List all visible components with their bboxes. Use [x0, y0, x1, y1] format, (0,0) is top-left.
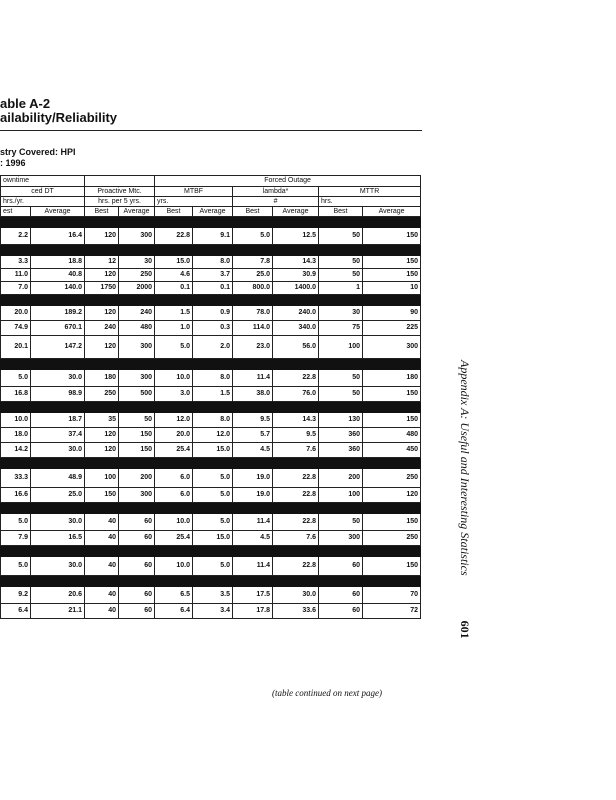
section-separator-row	[1, 402, 421, 413]
table-cell: 30	[119, 256, 155, 269]
separator-cell	[1, 546, 421, 557]
table-cell: 150	[363, 256, 421, 269]
column-label: Best	[319, 207, 363, 217]
table-cell: 9.2	[1, 587, 31, 604]
separator-cell	[1, 458, 421, 469]
table-cell: 12.0	[193, 428, 233, 443]
table-cell: 120	[85, 228, 119, 245]
column-label: Average	[119, 207, 155, 217]
table-cell: 5.0	[193, 469, 233, 488]
section-separator-row	[1, 546, 421, 557]
availability-table	[0, 175, 421, 619]
unit-mttr: hrs.	[319, 197, 421, 207]
table-cell: 180	[85, 370, 119, 387]
table-cell: 300	[319, 531, 363, 546]
table-cell: 100	[85, 469, 119, 488]
table-cell: 38.0	[233, 387, 273, 402]
table-cell: 33.6	[273, 604, 319, 619]
table-cell: 250	[85, 387, 119, 402]
table-cell: 300	[119, 336, 155, 359]
separator-cell	[1, 217, 421, 228]
continued-note: (table continued on next page)	[272, 688, 382, 698]
table-row	[1, 557, 421, 576]
table-cell: 60	[319, 604, 363, 619]
table-cell: 300	[119, 228, 155, 245]
table-cell: 12.5	[273, 228, 319, 245]
table-cell: 9.5	[233, 413, 273, 428]
table-cell: 40	[85, 587, 119, 604]
table-cell: 3.7	[193, 269, 233, 282]
table-cell: 5.0	[193, 488, 233, 503]
table-cell: 3.0	[155, 387, 193, 402]
table-cell: 30.0	[31, 557, 85, 576]
table-cell: 22.8	[273, 557, 319, 576]
table-cell: 60	[119, 604, 155, 619]
table-cell: 1.0	[155, 321, 193, 336]
table-cell: 60	[119, 531, 155, 546]
table-cell: 150	[363, 387, 421, 402]
table-cell: 200	[319, 469, 363, 488]
table-cell: 14.3	[273, 413, 319, 428]
table-row	[1, 282, 421, 295]
table-cell: 0.1	[193, 282, 233, 295]
title-rule	[0, 130, 422, 131]
unit-mtbf: yrs.	[155, 197, 233, 207]
table-cell: 9.1	[193, 228, 233, 245]
table-cell: 240	[85, 321, 119, 336]
table-cell: 114.0	[233, 321, 273, 336]
section-separator-row	[1, 295, 421, 306]
table-cell: 18.8	[31, 256, 85, 269]
table-cell: 16.5	[31, 531, 85, 546]
table-cell: 240	[119, 306, 155, 321]
table-cell: 70	[363, 587, 421, 604]
table-cell: 8.0	[193, 413, 233, 428]
group-header-forced-outage: Forced Outage	[155, 176, 421, 187]
table-cell: 5.0	[1, 514, 31, 531]
table-cell: 37.4	[31, 428, 85, 443]
table-cell: 10.0	[1, 413, 31, 428]
table-cell: 12	[85, 256, 119, 269]
table-cell: 0.9	[193, 306, 233, 321]
table-cell: 1	[319, 282, 363, 295]
table-cell: 120	[363, 488, 421, 503]
table-cell: 670.1	[31, 321, 85, 336]
table-cell: 2000	[119, 282, 155, 295]
table-cell: 480	[363, 428, 421, 443]
table-cell: 5.0	[193, 557, 233, 576]
table-row	[1, 336, 421, 359]
table-cell: 22.8	[155, 228, 193, 245]
table-cell: 8.0	[193, 370, 233, 387]
table-cell: 72	[363, 604, 421, 619]
table-cell: 5.7	[233, 428, 273, 443]
table-cell: 30.0	[31, 514, 85, 531]
table-cell: 120	[85, 269, 119, 282]
table-cell: 6.0	[155, 469, 193, 488]
table-cell: 340.0	[273, 321, 319, 336]
table-cell: 360	[319, 443, 363, 458]
table-cell: 76.0	[273, 387, 319, 402]
table-cell: 90	[363, 306, 421, 321]
table-cell: 2.0	[193, 336, 233, 359]
table-cell: 15.0	[193, 531, 233, 546]
table-cell: 20.0	[1, 306, 31, 321]
table-cell: 10	[363, 282, 421, 295]
section-separator-row	[1, 245, 421, 256]
table-row	[1, 531, 421, 546]
table-cell: 150	[363, 557, 421, 576]
table-cell: 30.0	[273, 587, 319, 604]
section-separator-row	[1, 359, 421, 370]
table-title-line1: able A-2	[0, 96, 51, 111]
subheader-proactive: Proactive Mtc.	[85, 187, 155, 197]
table-cell: 25.0	[31, 488, 85, 503]
table-cell: 480	[119, 321, 155, 336]
table-cell: 22.8	[273, 488, 319, 503]
table-cell: 100	[319, 336, 363, 359]
table-cell: 78.0	[233, 306, 273, 321]
table-cell: 150	[363, 228, 421, 245]
table-cell: 1.5	[155, 306, 193, 321]
table-cell: 240.0	[273, 306, 319, 321]
table-row	[1, 604, 421, 619]
table-cell: 15.0	[193, 443, 233, 458]
table-title-line2: ailability/Reliability	[0, 110, 118, 125]
table-cell: 140.0	[31, 282, 85, 295]
table-cell: 33.3	[1, 469, 31, 488]
table-cell: 17.8	[233, 604, 273, 619]
table-cell: 12.0	[155, 413, 193, 428]
table-cell: 5.0	[1, 557, 31, 576]
table-cell: 40	[85, 531, 119, 546]
table-cell: 60	[319, 557, 363, 576]
table-cell: 1.5	[193, 387, 233, 402]
table-cell: 300	[119, 370, 155, 387]
table-cell: 360	[319, 428, 363, 443]
table-cell: 7.6	[273, 443, 319, 458]
table-cell: 300	[119, 488, 155, 503]
table-cell: 500	[119, 387, 155, 402]
table-cell: 6.0	[155, 488, 193, 503]
table-cell: 16.6	[1, 488, 31, 503]
table-cell: 5.0	[233, 228, 273, 245]
column-label: Average	[193, 207, 233, 217]
table-cell: 50	[319, 228, 363, 245]
industry-label: stry Covered: HPI	[0, 147, 76, 157]
section-separator-row	[1, 576, 421, 587]
table-cell: 7.0	[1, 282, 31, 295]
table-row	[1, 469, 421, 488]
table-cell: 50	[319, 256, 363, 269]
table-cell: 16.4	[31, 228, 85, 245]
table-cell: 147.2	[31, 336, 85, 359]
table-cell: 4.5	[233, 443, 273, 458]
table-row	[1, 387, 421, 402]
table-cell: 3.3	[1, 256, 31, 269]
table-cell: 10.0	[155, 370, 193, 387]
table-cell: 15.0	[155, 256, 193, 269]
table-cell: 8.0	[193, 256, 233, 269]
table-cell: 20.6	[31, 587, 85, 604]
table-cell: 120	[85, 306, 119, 321]
table-cell: 60	[319, 587, 363, 604]
table-cell: 4.5	[233, 531, 273, 546]
table-cell: 40	[85, 604, 119, 619]
subheader-mttr: MTTR	[319, 187, 421, 197]
separator-cell	[1, 503, 421, 514]
table-cell: 19.0	[233, 488, 273, 503]
unit-proactive: hrs. per 5 yrs.	[85, 197, 155, 207]
appendix-title: Appendix A: Useful and Interesting Statistics	[458, 360, 472, 576]
table-row	[1, 370, 421, 387]
table-cell: 21.1	[31, 604, 85, 619]
table-cell: 19.0	[233, 469, 273, 488]
table-cell: 25.4	[155, 531, 193, 546]
column-label: Best	[155, 207, 193, 217]
table-cell: 50	[319, 387, 363, 402]
table-cell: 4.6	[155, 269, 193, 282]
running-header-vertical	[457, 360, 472, 639]
table-cell: 20.0	[155, 428, 193, 443]
table-cell: 75	[319, 321, 363, 336]
table-cell: 300	[363, 336, 421, 359]
table-cell: 25.0	[233, 269, 273, 282]
table-cell: 40	[85, 557, 119, 576]
table-cell: 22.8	[273, 514, 319, 531]
table-cell: 6.5	[155, 587, 193, 604]
table-cell: 150	[363, 514, 421, 531]
table-cell: 1750	[85, 282, 119, 295]
table-cell: 100	[319, 488, 363, 503]
subheader-mtbf: MTBF	[155, 187, 233, 197]
table-cell: 30.0	[31, 370, 85, 387]
column-label: Best	[85, 207, 119, 217]
table-cell: 35	[85, 413, 119, 428]
table-cell: 7.8	[233, 256, 273, 269]
table-cell: 30.9	[273, 269, 319, 282]
table-cell: 5.0	[155, 336, 193, 359]
column-label: Average	[31, 207, 85, 217]
table-row	[1, 228, 421, 245]
table-cell: 1400.0	[273, 282, 319, 295]
table-cell: 50	[319, 514, 363, 531]
table-cell: 7.6	[273, 531, 319, 546]
table-cell: 50	[119, 413, 155, 428]
table-cell: 225	[363, 321, 421, 336]
section-separator-row	[1, 458, 421, 469]
group-header-downtime: owntime	[1, 176, 85, 187]
table-cell: 18.0	[1, 428, 31, 443]
table-cell: 250	[363, 469, 421, 488]
table-cell: 11.0	[1, 269, 31, 282]
table-cell: 180	[363, 370, 421, 387]
separator-cell	[1, 402, 421, 413]
table-cell: 189.2	[31, 306, 85, 321]
separator-cell	[1, 576, 421, 587]
column-label: est	[1, 207, 31, 217]
table-cell: 6.4	[155, 604, 193, 619]
table-cell: 60	[119, 557, 155, 576]
table-row	[1, 256, 421, 269]
table-row	[1, 321, 421, 336]
table-cell: 120	[85, 428, 119, 443]
column-label: Average	[363, 207, 421, 217]
table-cell: 5.0	[1, 370, 31, 387]
table-cell: 7.9	[1, 531, 31, 546]
table-cell: 250	[119, 269, 155, 282]
table-cell: 2.2	[1, 228, 31, 245]
table-cell: 40	[85, 514, 119, 531]
table-cell: 14.2	[1, 443, 31, 458]
table-cell: 18.7	[31, 413, 85, 428]
table-cell: 50	[319, 269, 363, 282]
table-cell: 30.0	[31, 443, 85, 458]
table-cell: 150	[363, 413, 421, 428]
table-row	[1, 428, 421, 443]
unit-forced-dt: hrs./yr.	[1, 197, 85, 207]
table-cell: 3.4	[193, 604, 233, 619]
column-label: Average	[273, 207, 319, 217]
table-cell: 16.8	[1, 387, 31, 402]
table-cell: 200	[119, 469, 155, 488]
table-cell: 56.0	[273, 336, 319, 359]
table-cell: 800.0	[233, 282, 273, 295]
subheader-forced-dt: ced DT	[1, 187, 85, 197]
table-cell: 20.1	[1, 336, 31, 359]
section-separator-row	[1, 503, 421, 514]
table-row	[1, 413, 421, 428]
table-cell: 22.8	[273, 469, 319, 488]
table-row	[1, 514, 421, 531]
table-cell: 10.0	[155, 557, 193, 576]
table-row	[1, 306, 421, 321]
table-cell: 98.9	[31, 387, 85, 402]
table-cell: 120	[85, 443, 119, 458]
table-cell: 150	[119, 443, 155, 458]
year-label: : 1996	[0, 158, 26, 168]
separator-cell	[1, 245, 421, 256]
table-cell: 130	[319, 413, 363, 428]
table-cell: 60	[119, 587, 155, 604]
group-header-spacer	[85, 176, 155, 187]
table-cell: 14.3	[273, 256, 319, 269]
table-row	[1, 443, 421, 458]
table-cell: 11.4	[233, 514, 273, 531]
table-cell: 17.5	[233, 587, 273, 604]
separator-cell	[1, 295, 421, 306]
table-row	[1, 488, 421, 503]
table-cell: 0.1	[155, 282, 193, 295]
table-cell: 450	[363, 443, 421, 458]
page-number: 601	[458, 620, 472, 639]
unit-lambda: #	[233, 197, 319, 207]
table-cell: 3.5	[193, 587, 233, 604]
table-cell: 74.9	[1, 321, 31, 336]
table-cell: 150	[85, 488, 119, 503]
table-cell: 0.3	[193, 321, 233, 336]
table-cell: 10.0	[155, 514, 193, 531]
table-cell: 120	[85, 336, 119, 359]
table-cell: 25.4	[155, 443, 193, 458]
table-cell: 48.9	[31, 469, 85, 488]
column-label: Best	[233, 207, 273, 217]
table-cell: 6.4	[1, 604, 31, 619]
table-cell: 40.8	[31, 269, 85, 282]
table-cell: 23.0	[233, 336, 273, 359]
table-cell: 11.4	[233, 557, 273, 576]
subheader-lambda: lambda*	[233, 187, 319, 197]
table-row	[1, 269, 421, 282]
table-cell: 150	[119, 428, 155, 443]
table-cell: 11.4	[233, 370, 273, 387]
table-cell: 30	[319, 306, 363, 321]
table-cell: 50	[319, 370, 363, 387]
table-cell: 150	[363, 269, 421, 282]
table-row	[1, 587, 421, 604]
table-cell: 250	[363, 531, 421, 546]
table-cell: 60	[119, 514, 155, 531]
table-cell: 9.5	[273, 428, 319, 443]
separator-cell	[1, 359, 421, 370]
section-separator-row	[1, 217, 421, 228]
table-cell: 5.0	[193, 514, 233, 531]
table-cell: 22.8	[273, 370, 319, 387]
